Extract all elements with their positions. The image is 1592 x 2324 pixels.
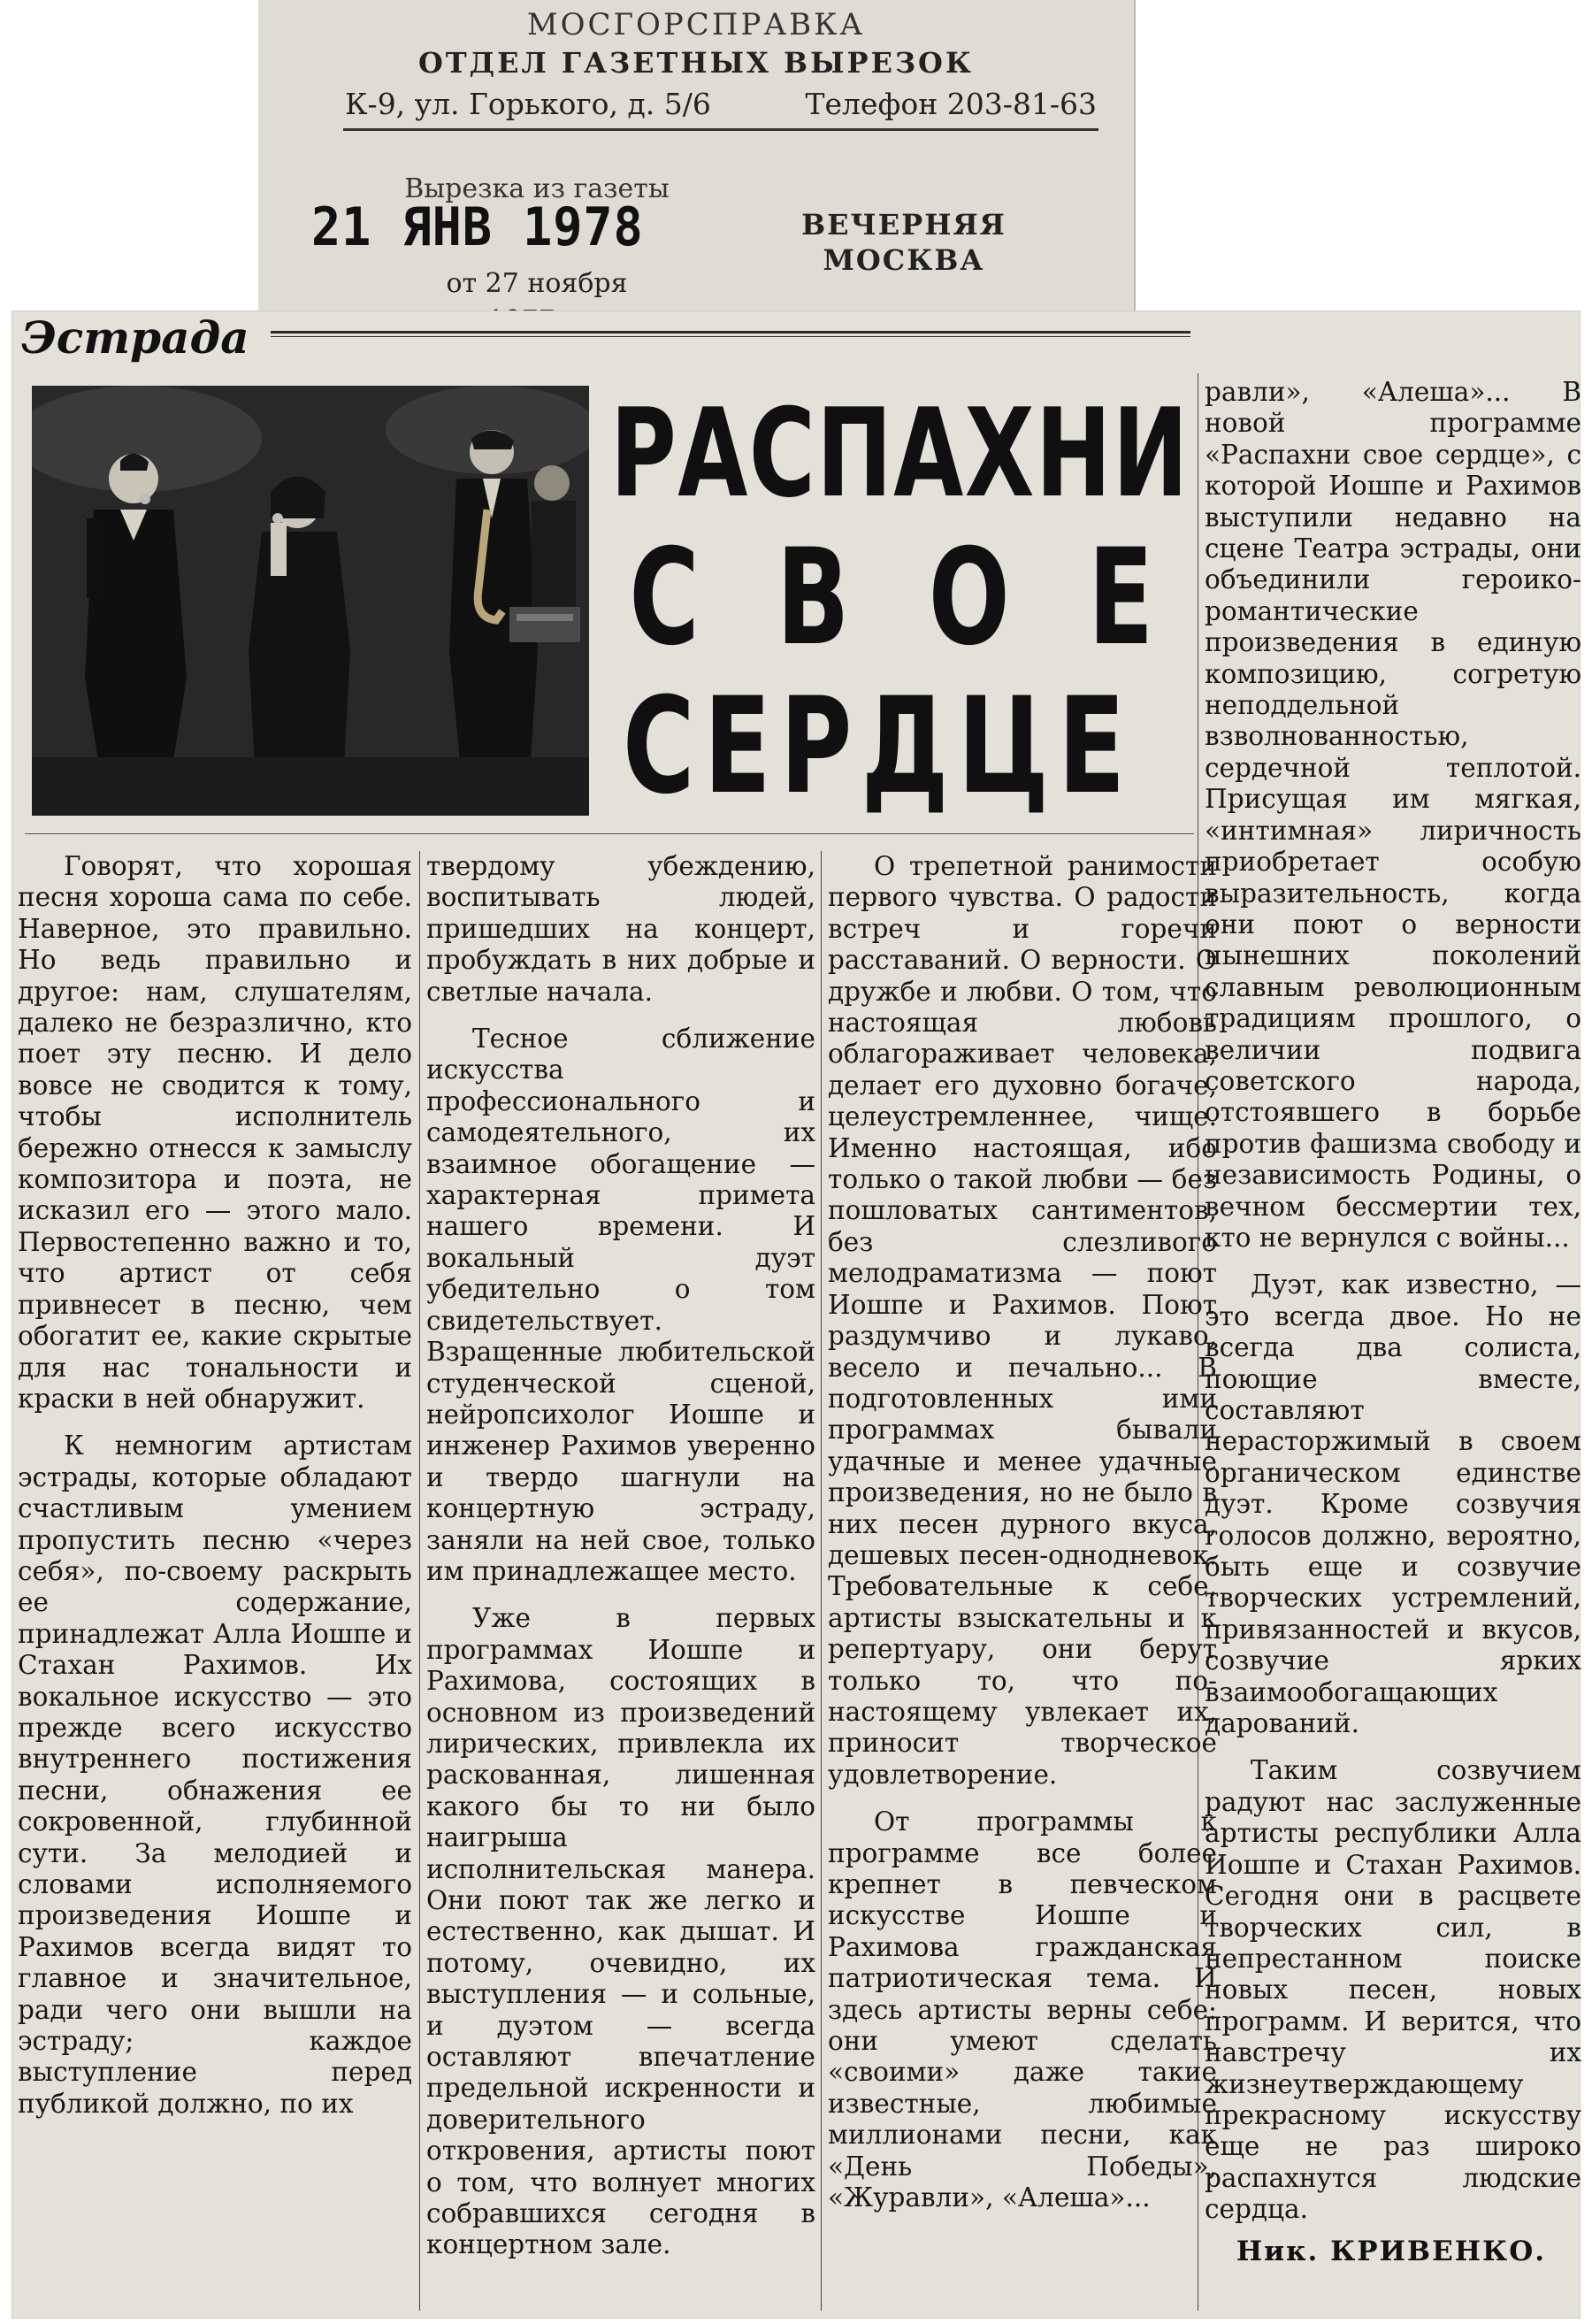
paragraph: О трепетной ранимости первого чувства. О радости встреч и горечи расставаний. О верности. О дружбе и любви. О том, что настоящая любовь облагораживает человека, делает его духовно богаче, целеустремленнее, чище. Именно настоящая, ибо только о такой любви — без пошловатых сантиментов, без слезливого мелодраматизма — поют Иошпе и Рахимов. Поют раздумчиво и лукаво, весело и печально... В подготовленных ими программах бывали удачные и менее удачные произведения, но не было в них песен дурного вкуса, дешевых песен-однодневок. Требовательные к себе, артисты взыскательны и к репертуару, они берут только то, что по-настоящему увлекает их, приносит творческое удовлетворение. [828,851,1217,1790]
stamp-dept: ОТДЕЛ ГАЗЕТНЫХ ВЫРЕЗОК [417,46,975,80]
article-column-3 [828,851,1217,2213]
article-column-1 [18,851,412,2120]
date-stamp: 21 ЯНВ 1978 [311,196,644,258]
clipping-service-stamp [258,0,1136,329]
paragraph: Говорят, что хорошая песня хороша сама по себе. Наверное, это правильно. Но ведь правильно и другое: нам, слушателям, далеко не безразлично, кто поет эту песню. И дело вовсе не сводится к тому, чтобы исполнитель бережно отнесся к замыслу композитора и поэта, не исказил его — этого мало. Первостепенно важно и то, что артист от себя привнесет в песню, чем обогатит ее, какие скрытые для нас тональности и краски в ней обнаружит. [18,851,412,1414]
paragraph: Дуэт, как известно, — это всегда двое. Но не всегда два солиста, поющие вместе, составляют нерасторжимый в своем органическом единстве дуэт. Кроме созвучия голосов должно, вероятно, быть еще и созвучие творческих устремлений, привязанностей и вкусов, созвучие ярких взаимообогащающих дарований. [1205,1269,1581,1739]
stamp-address: К-9, ул. Горького, д. 5/6 [345,87,711,121]
rubric: Эстрада [21,311,249,364]
paragraph: Таким созвучием радуют нас заслуженные артисты республики Алла Иошпе и Стахан Рахимов. Сегодня они в расцвете творческих сил, в непрестанном поиске новых песен, новых программ. И верится, что навстречу их жизнеутверждающему прекрасному искусству еще не раз широко распахнутся людские сердца. [1205,1755,1581,2225]
headline-letter: Е [1087,521,1153,675]
paragraph: равли», «Алеша»... В новой программе «Распахни свое сердце», с которой Иошпе и Рахимов выступили недавно на сцене Театра эстрады, они объединили героико-романтические произведения в единую композицию, согретую неподдельной взволнованностью, сердечной теплотой. Присущая им мягкая, «интимная» лиричность приобретает особую выразительность, когда они поют о верности нынешних поколений славным революционным традициям прошлого, о величии подвига советского народа, отстоявшего в борьбе против фашизма свободу и независимость Родины, о вечном бессмертии тех, кто не вернулся с войны... [1205,377,1581,1253]
stamp-clip-label: Вырезка из газеты [404,173,670,204]
headline-line-3: СЕРДЦЕ [623,670,1135,824]
performers-photo [32,386,589,816]
stamp-newspaper: ВЕЧЕРНЯЯ МОСКВА [801,208,1006,277]
paragraph: твердому убеждению, воспитывать людей, пришедших на концерт, пробуждать в них добрые и светлые начала. [426,851,815,1007]
column-rule [821,851,822,2311]
stamp-org: МОСГОРСПРАВКА [526,7,866,42]
stamp-divider [343,128,1098,131]
paragraph: От программы к программе все более крепнет в певческом искусстве Иошпе и Рахимова гражданская патриотическая тема. И здесь артисты верны себе: они умеют сделать «своими» даже такие известные, любимые миллионами песни, как «День Победы», «Журавли», «Алеша»... [828,1806,1217,2213]
rubric-rule-thin [271,336,1190,337]
headline-line-1: РАСПАХНИ [610,382,1190,525]
image-bottom-rule [25,833,1194,834]
column-rule [419,851,420,2311]
rubric-rule [271,331,1190,334]
newspaper-clipping [12,311,1580,2318]
article-column-4 [1205,377,1581,2226]
author-signature: Ник. КРИВЕНКО. [1236,2236,1546,2267]
headline-line-2 [610,518,1171,678]
article-column-2 [426,851,815,2261]
stamp-from-date: от 27 ноября [446,268,628,299]
headline-letter: С [629,521,700,675]
headline-letter: О [929,521,1010,675]
headline-letter: В [776,521,850,675]
paragraph: К немногим артистам эстрады, которые обладают счастливым умением пропустить песню «через себя», по-своему раскрыть ее содержание, принадлежат Алла Иошпе и Стахан Рахимов. Их вокальное искусство — это прежде всего искусство внутреннего постижения песни, обнажения ее сокровенной, глубинной сути. За мелодией и словами исполняемого произведения Иошпе и Рахимов всегда видят то главное и значительное, ради чего они вышли на эстраду; каждое выступление перед публикой должно, по их [18,1430,412,2119]
paragraph: Уже в первых программах Иошпе и Рахимова, состоящих в основном из произведений лирических, привлекла их раскованная, лишенная какого бы то ни было наигрыша исполнительская манера. Они поют так же легко и естественно, как дышат. И потому, очевидно, их выступления — и сольные, и дуэтом — всегда оставляют впечатление предельной искренности и доверительного откровения, артисты поют о том, что волнует многих собравшихся сегодня в концертном зале. [426,1603,815,2260]
stamp-phone: Телефон 203-81-63 [805,87,1097,121]
paragraph: Тесное сближение искусства профессионального и самодеятельного, их взаимное обогащение — характерная примета нашего времени. И вокальный дуэт убедительно о том свидетельствует. Взращенные любительской студенческой сценой, нейропсихолог Иошпе и инженер Рахимов уверенно и твердо шагнули на концертную эстраду, заняли на ней свое, только им принадлежащее место. [426,1024,815,1586]
